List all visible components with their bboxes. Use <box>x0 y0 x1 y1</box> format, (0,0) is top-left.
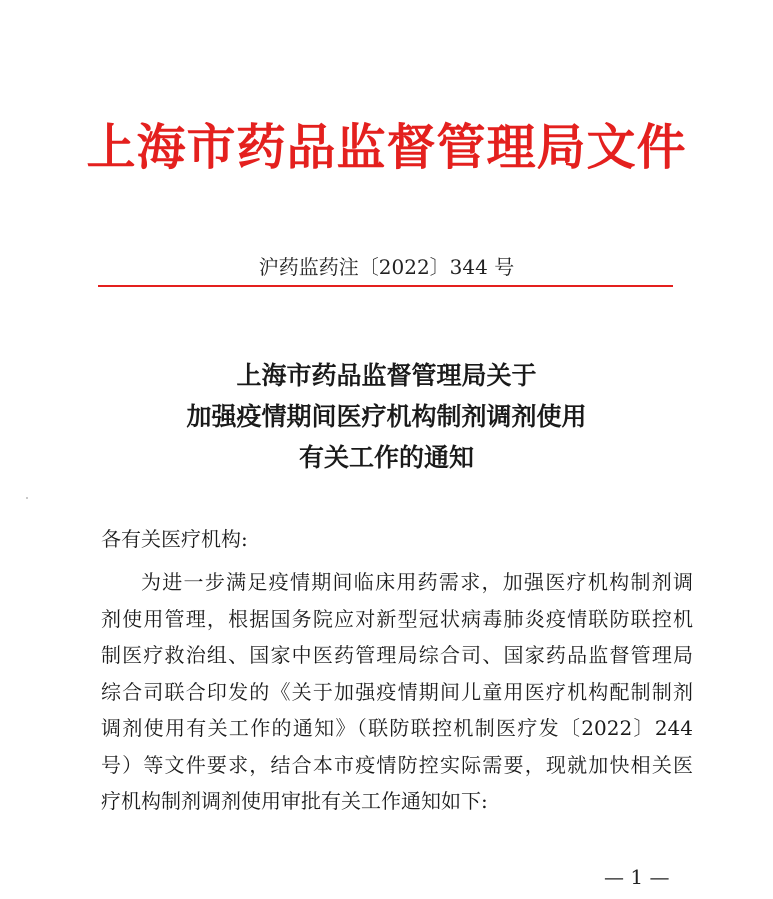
paragraph-line-1: 为进一步满足疫情期间临床用药需求，加强医疗机构制剂调 <box>141 570 693 594</box>
body-paragraph <box>101 564 693 820</box>
paragraph-line-5: 调剂使用有关工作的通知》（联防联控机制医疗发〔2022〕244 <box>101 716 693 740</box>
page-number: — 1 — <box>604 865 670 889</box>
scan-speck <box>26 497 28 499</box>
paragraph-line-4: 综合司联合印发的《关于加强疫情期间儿童用医疗机构配制制剂 <box>101 679 693 704</box>
title-line-2: 加强疫情期间医疗机构制剂调剂使用 <box>186 402 587 431</box>
paragraph-line-2: 剂使用管理，根据国务院应对新型冠状病毒肺炎疫情联防联控机 <box>101 606 693 631</box>
paragraph-line-6: 号）等文件要求，结合本市疫情防控实际需要，现就加快相关医 <box>101 752 693 777</box>
title-line-3: 有关工作的通知 <box>298 443 474 472</box>
document-title <box>0 355 773 478</box>
paragraph-line-3: 制医疗救治组、国家中医药管理局综合司、国家药品监督管理局 <box>101 643 693 667</box>
issuing-authority-header: 上海市药品监督管理局文件 <box>86 118 687 176</box>
document-number: 沪药监药注〔2022〕344 号 <box>258 255 515 279</box>
title-line-1: 上海市药品监督管理局关于 <box>236 361 537 390</box>
paragraph-line-7: 疗机构制剂调剂使用审批有关工作通知如下: <box>101 789 488 813</box>
red-separator-line <box>98 285 673 287</box>
salutation: 各有关医疗机构: <box>101 527 248 551</box>
